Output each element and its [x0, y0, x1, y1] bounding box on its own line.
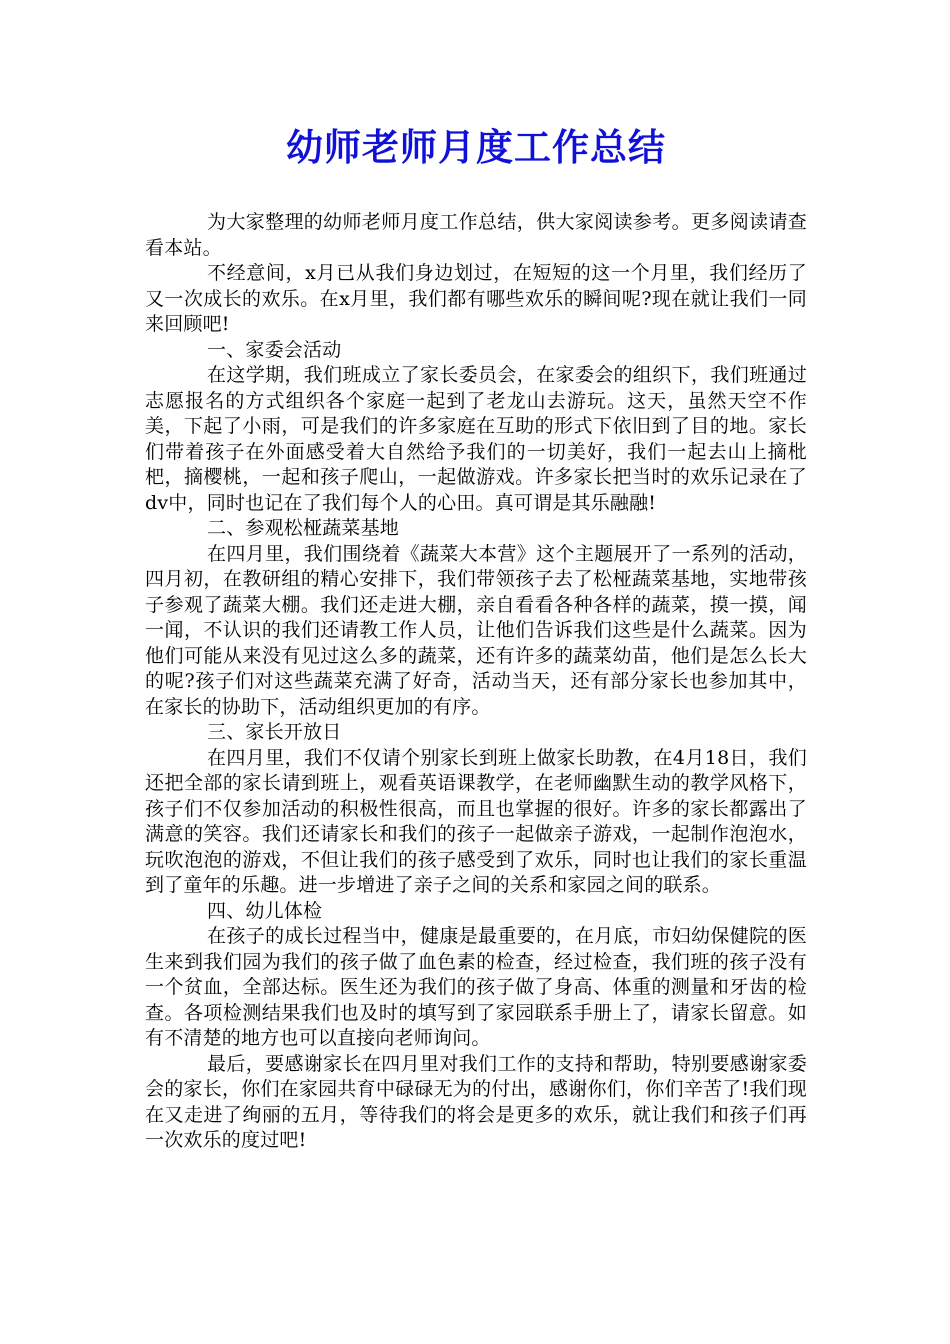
- intro-paragraph: 为大家整理的幼师老师月度工作总结，供大家阅读参考。更多阅读请查看本站。: [145, 211, 807, 259]
- vegetable-base-paragraph: 在四月里，我们围绕着《蔬菜大本营》这个主题展开了一系列的活动，四月初，在教研组的精心安排下，我们带领孩子去了松桠蔬菜基地，实地带孩子参观了蔬菜大棚。我们还走进大棚，亲自看看各种各样的蔬菜，摸一摸，闻一闻，不认识的我们还请教工作人员，让他们告诉我们这些是什么蔬菜。因为他们可能从来没有见过这么多的蔬菜，还有许多的蔬菜幼苗，他们是怎么长大的呢?孩子们对这些蔬菜充满了好奇，活动当天，还有部分家长也参加其中，在家长的协助下，活动组织更加的有序。: [145, 542, 807, 718]
- opening-paragraph: 不经意间，x月已从我们身边划过，在短短的这一个月里，我们经历了又一次成长的欢乐。在x月里，我们都有哪些欢乐的瞬间呢?现在就让我们一同来回顾吧!: [145, 262, 807, 335]
- health-check-paragraph: 在孩子的成长过程当中，健康是最重要的，在月底，市妇幼保健院的医生来到我们园为我们的孩子做了血色素的检查，经过检查，我们班的孩子没有一个贫血，全部达标。医生还为我们的孩子做了身高、体重的测量和牙齿的检查。各项检测结果我们也及时的填写到了家园联系手册上了，请家长留意。如有不清楚的地方也可以直接向老师询问。: [145, 925, 807, 1049]
- section-heading-health-check: 四、幼儿体检: [207, 899, 323, 922]
- section-heading-family-committee: 一、家委会活动: [207, 338, 342, 361]
- open-day-paragraph: 在四月里，我们不仅请个别家长到班上做家长助教，在4月18日，我们还把全部的家长请到班上，观看英语课教学，在老师幽默生动的教学风格下，孩子们不仅参加活动的积极性很高，而且也掌握的很好。许多的家长都露出了满意的笑容。我们还请家长和我们的孩子一起做亲子游戏，一起制作泡泡水，玩吹泡泡的游戏，不但让我们的孩子感受到了欢乐，同时也让我们的家长重温到了童年的乐趣。进一步增进了亲子之间的关系和家园之间的联系。: [145, 746, 807, 896]
- document-title: 幼师老师月度工作总结: [286, 126, 666, 169]
- section-heading-vegetable-base: 二、参观松桠蔬菜基地: [207, 517, 400, 539]
- section-heading-open-day: 三、家长开放日: [207, 721, 342, 743]
- family-committee-paragraph: 在这学期，我们班成立了家长委员会，在家委会的组织下，我们班通过志愿报名的方式组织各个家庭一起到了老龙山去游玩。这天，虽然天空不作美，下起了小雨，可是我们的许多家庭在互助的形式下依旧到了目的地。家长们带着孩子在外面感受着大自然给予我们的一切美好，我们一起去山上摘枇杷，摘樱桃，一起和孩子爬山，一起做游戏。许多家长把当时的欢乐记录在了dv中，同时也记在了我们每个人的心田。真可谓是其乐融融!: [145, 364, 807, 514]
- document-page: [145, 118, 807, 1154]
- closing-paragraph: 最后，要感谢家长在四月里对我们工作的支持和帮助，特别要感谢家委会的家长，你们在家园共育中碌碌无为的付出，感谢你们，你们辛苦了!我们现在又走进了绚丽的五月，等待我们的将会是更多的欢乐，就让我们和孩子们再一次欢乐的度过吧!: [145, 1052, 807, 1151]
